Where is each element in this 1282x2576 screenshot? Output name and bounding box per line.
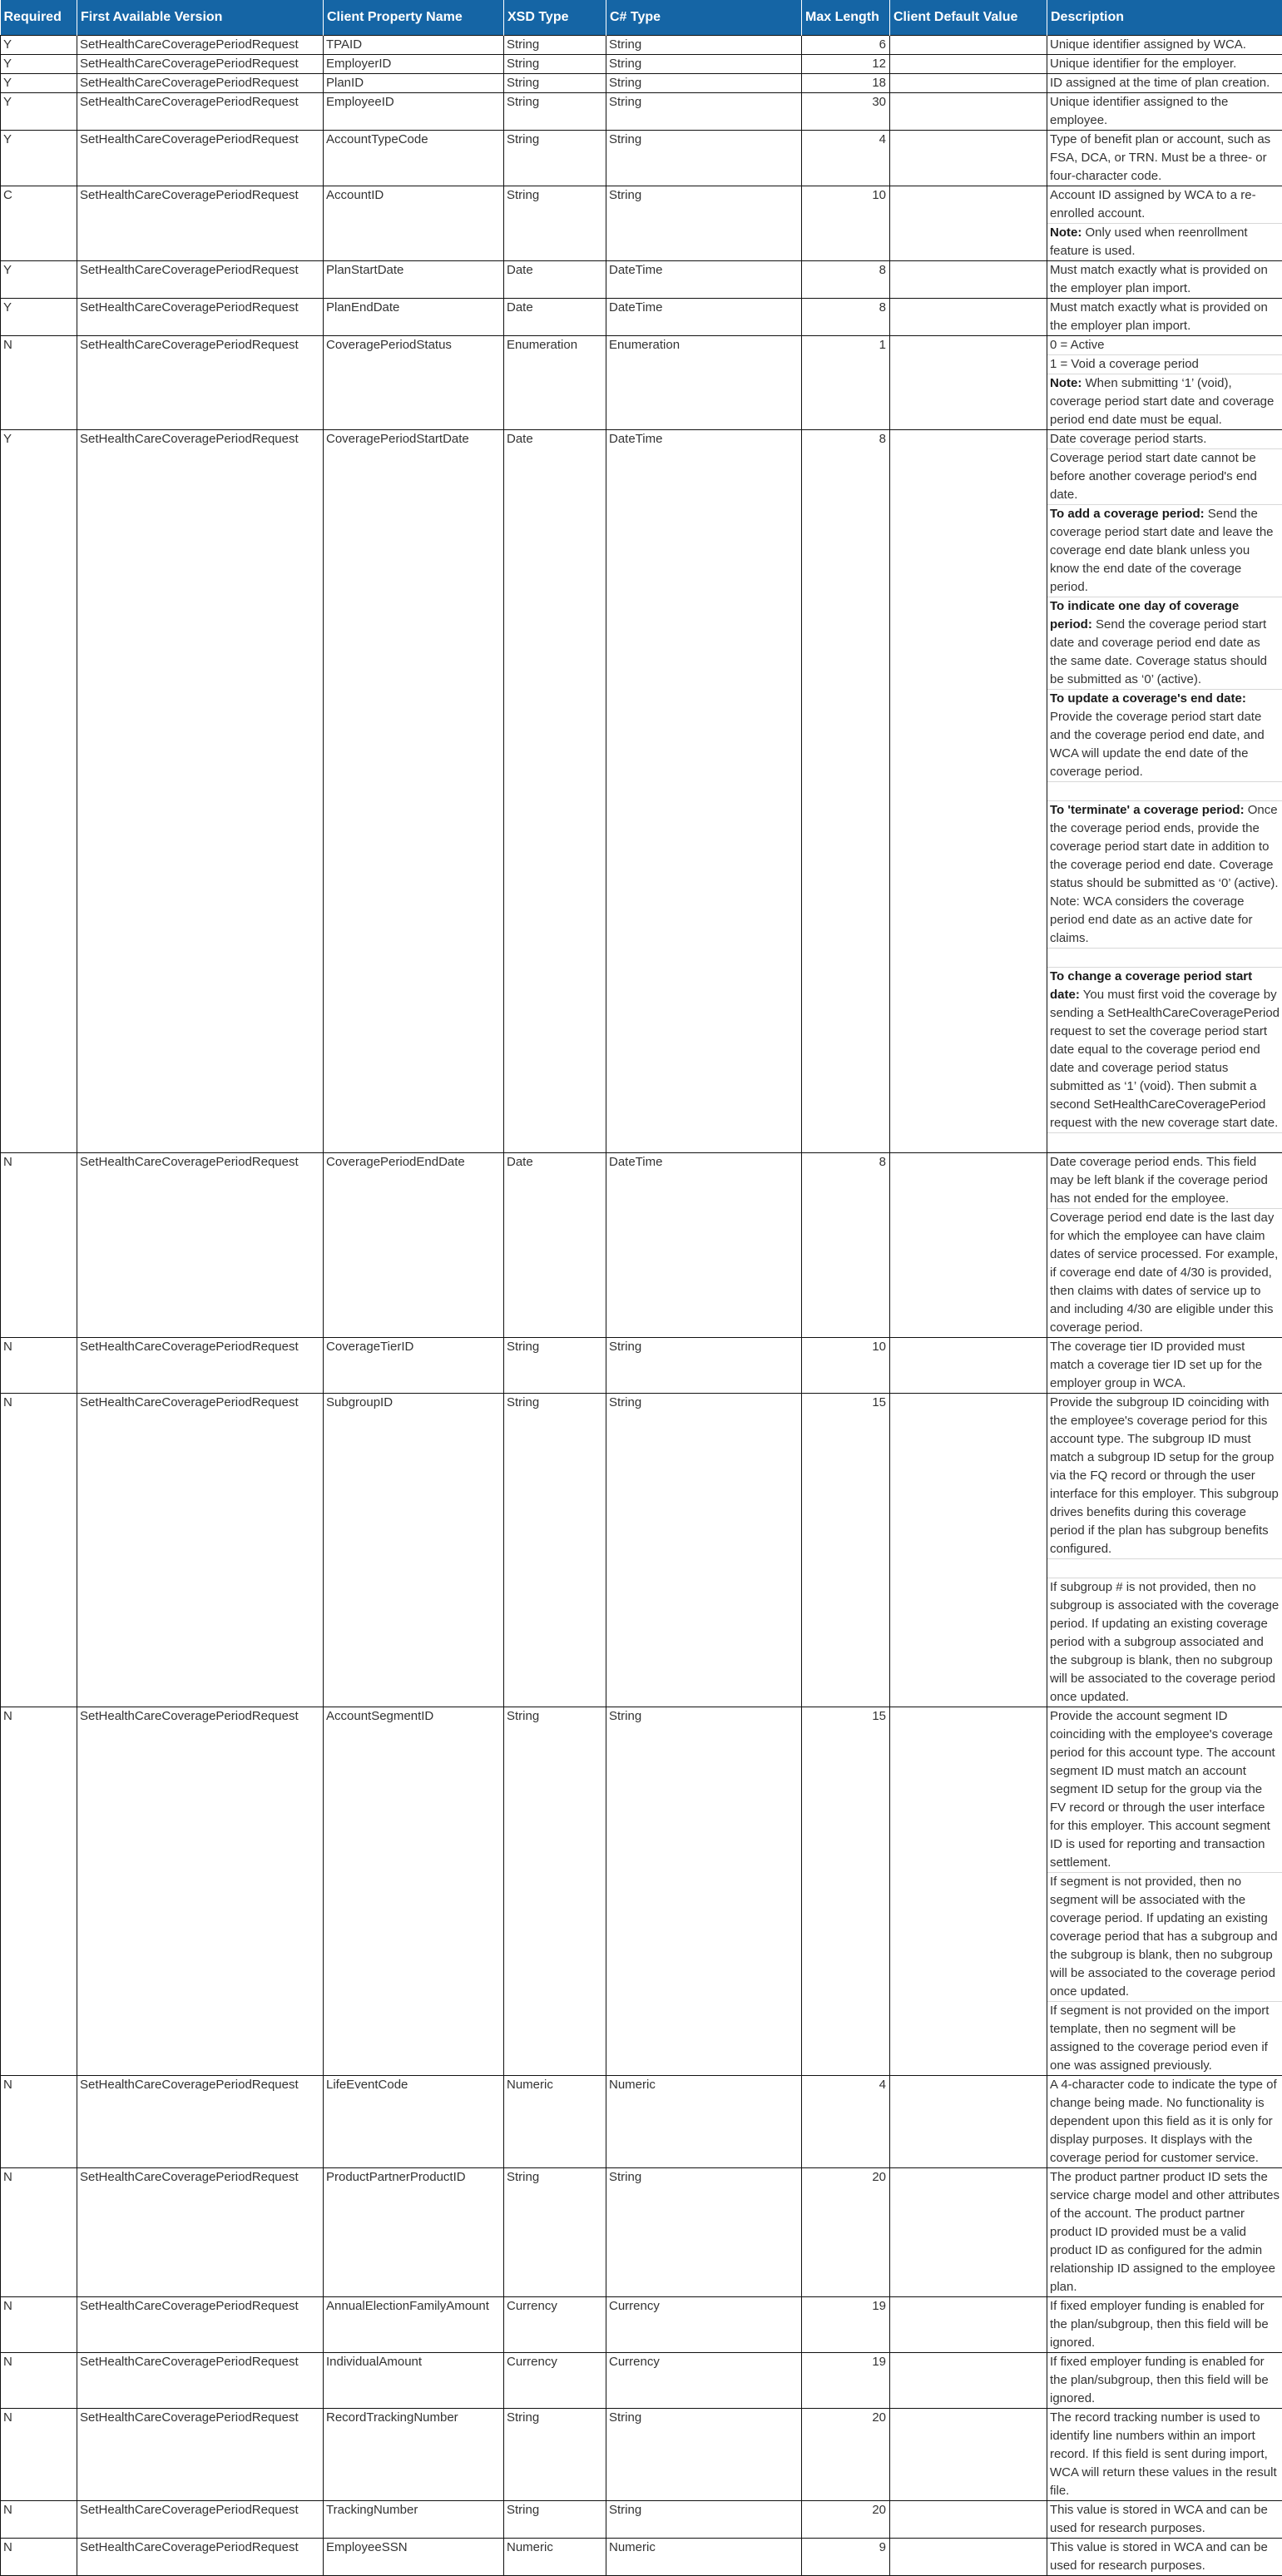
xsd-type-header: XSD Type (504, 0, 606, 36)
client-property-name-cell: RecordTrackingNumber (324, 2409, 504, 2501)
description-emphasis: To add a coverage period: (1050, 507, 1205, 521)
table-row (1, 2168, 1282, 2297)
max-length-cell: 1 (802, 336, 890, 430)
client-default-value-cell (890, 2168, 1047, 2297)
max-length-cell: 8 (802, 261, 890, 299)
table-row (1, 336, 1282, 430)
description-paragraph (1047, 299, 1282, 335)
first-available-version-cell: SetHealthCareCoveragePeriodRequest (77, 1394, 324, 1707)
cs-type-cell: DateTime (606, 430, 802, 1153)
description-cell (1047, 261, 1282, 299)
description-text: Send the coverage period start date and coverage period end date as the same date. Coverage status should be submitted as ‘0’ (active). (1050, 617, 1267, 686)
description-text: Provide the coverage period start date and the coverage period end date, and WCA will update the end date of the coverage period. (1050, 710, 1265, 779)
xsd-type-cell: String (504, 1338, 606, 1394)
max-length-cell: 19 (802, 2297, 890, 2353)
description-paragraph (1047, 1338, 1282, 1393)
max-length-cell: 30 (802, 93, 890, 131)
max-length-cell: 15 (802, 1707, 890, 2076)
description-cell (1047, 55, 1282, 74)
max-length-cell: 12 (802, 55, 890, 74)
client-default-value-cell (890, 336, 1047, 430)
client-default-value-cell (890, 2076, 1047, 2168)
description-text: Once the coverage period ends, provide the coverage period start date in addition to the coverage period end date. Coverage status should be submitted as ‘0’ (active). Note: WCA considers the coverage period end date as an active date for claims. (1050, 803, 1279, 945)
description-paragraph (1047, 355, 1282, 374)
cs-type-cell: String (606, 1707, 802, 2076)
description-spacer (1047, 1559, 1282, 1578)
cs-type-cell: Currency (606, 2353, 802, 2409)
description-text: Unique identifier assigned by WCA. (1050, 37, 1246, 52)
description-text: Must match exactly what is provided on the employer plan import. (1050, 263, 1268, 295)
required-cell: N (1, 1394, 77, 1707)
description-cell (1047, 299, 1282, 336)
table-row (1, 2297, 1282, 2353)
client-property-name-cell: PlanID (324, 74, 504, 93)
table-row (1, 1707, 1282, 2076)
description-paragraph (1047, 2409, 1282, 2500)
required-cell: N (1, 2076, 77, 2168)
description-emphasis: To 'terminate' a coverage period: (1050, 803, 1245, 817)
table-row (1, 2076, 1282, 2168)
description-paragraph (1047, 597, 1282, 690)
max-length-cell: 15 (802, 1394, 890, 1707)
client-default-value-cell (890, 131, 1047, 186)
xsd-type-cell: Date (504, 430, 606, 1153)
description-paragraph (1047, 224, 1282, 260)
first-available-version-cell: SetHealthCareCoveragePeriodRequest (77, 55, 324, 74)
xsd-type-cell: Date (504, 299, 606, 336)
description-cell (1047, 74, 1282, 93)
description-text: You must first void the coverage by sending a SetHealthCareCoveragePeriod request to set the coverage period start date equal to the coverage period end date and coverage period status submitted as ‘1’ (void). Then submit a second SetHealthCareCoveragePeriod request with the new coverage start date. (1050, 988, 1280, 1130)
cs-type-cell: Enumeration (606, 336, 802, 430)
client-property-name-cell: SubgroupID (324, 1394, 504, 1707)
description-paragraph (1047, 261, 1282, 298)
client-property-name-cell: EmployerID (324, 55, 504, 74)
description-cell (1047, 430, 1282, 1153)
description-paragraph (1047, 74, 1282, 92)
xsd-type-cell: Enumeration (504, 336, 606, 430)
cs-type-cell: String (606, 93, 802, 131)
max-length-cell: 18 (802, 74, 890, 93)
max-length-cell: 8 (802, 299, 890, 336)
required-cell: N (1, 2539, 77, 2576)
xsd-type-cell: String (504, 1707, 606, 2076)
required-cell: Y (1, 261, 77, 299)
description-text: The product partner product ID sets the service charge model and other attributes of the account. The product partner product ID provided must be a valid product ID as configured for the admin relationship ID assigned to the employee plan. (1050, 2170, 1280, 2294)
description-text: Account ID assigned by WCA to a re-enrolled account. (1050, 188, 1256, 220)
description-emphasis: To update a coverage's end date: (1050, 691, 1246, 706)
table-row (1, 2353, 1282, 2409)
cs-type-cell: Currency (606, 2297, 802, 2353)
description-paragraph (1047, 93, 1282, 130)
description-cell (1047, 36, 1282, 55)
description-paragraph (1047, 2353, 1282, 2408)
first-available-version-cell: SetHealthCareCoveragePeriodRequest (77, 299, 324, 336)
client-default-value-cell (890, 93, 1047, 131)
client-default-value-cell (890, 74, 1047, 93)
description-paragraph (1047, 449, 1282, 505)
description-text: If segment is not provided on the import template, then no segment will be assigned to the coverage period even if one was assigned previously. (1050, 2004, 1269, 2073)
xsd-type-cell: String (504, 2168, 606, 2297)
description-paragraph (1047, 2168, 1282, 2296)
description-spacer (1047, 782, 1282, 801)
required-cell: N (1, 1338, 77, 1394)
description-text: Provide the account segment ID coinciding with the employee's coverage period for this account type. The account segment ID must match an account segment ID setup for the group via the FV record or through the user interface for this employer. This account segment ID is used for reporting and transaction settlement. (1050, 1709, 1275, 1870)
required-cell: N (1, 2168, 77, 2297)
description-cell (1047, 2409, 1282, 2501)
description-paragraph (1047, 336, 1282, 355)
client-default-value-cell (890, 36, 1047, 55)
description-paragraph (1047, 2297, 1282, 2352)
first-available-version-header: First Available Version (77, 0, 324, 36)
first-available-version-cell: SetHealthCareCoveragePeriodRequest (77, 131, 324, 186)
table-row (1, 1394, 1282, 1707)
description-cell (1047, 2168, 1282, 2297)
description-spacer (1047, 949, 1282, 968)
description-text: Coverage period end date is the last day for which the employee can have claim dates of service processed. For example, if coverage end date of 4/30 is provided, then claims with dates of service up to and including 4/30 are eligible under this coverage period. (1050, 1211, 1278, 1335)
description-paragraph (1047, 968, 1282, 1133)
first-available-version-cell: SetHealthCareCoveragePeriodRequest (77, 36, 324, 55)
required-cell: N (1, 2409, 77, 2501)
max-length-cell: 8 (802, 1153, 890, 1338)
cs-type-cell: DateTime (606, 261, 802, 299)
client-default-value-cell (890, 2539, 1047, 2576)
table-header (1, 0, 1282, 36)
description-paragraph (1047, 131, 1282, 186)
table-row (1, 1338, 1282, 1394)
client-property-name-cell: EmployeeID (324, 93, 504, 131)
table-row (1, 186, 1282, 261)
xsd-type-cell: Numeric (504, 2076, 606, 2168)
client-default-value-cell (890, 2409, 1047, 2501)
xsd-type-cell: String (504, 93, 606, 131)
description-text: This value is stored in WCA and can be used for research purposes. (1050, 2540, 1268, 2573)
description-text: If segment is not provided, then no segment will be associated with the coverage period. If updating an existing coverage period that has a subgroup and the subgroup is blank, then no subgroup will be associated to the coverage period once updated. (1050, 1875, 1278, 1999)
max-length-cell: 10 (802, 186, 890, 261)
description-text: Type of benefit plan or account, such as FSA, DCA, or TRN. Must be a three- or four-character code. (1050, 132, 1270, 183)
client-property-name-cell: AccountID (324, 186, 504, 261)
header-row (1, 0, 1282, 36)
description-paragraph (1047, 2002, 1282, 2075)
max-length-cell: 19 (802, 2353, 890, 2409)
description-cell (1047, 2353, 1282, 2409)
first-available-version-cell: SetHealthCareCoveragePeriodRequest (77, 1338, 324, 1394)
client-default-value-cell (890, 2297, 1047, 2353)
client-property-name-cell: ProductPartnerProductID (324, 2168, 504, 2297)
xsd-type-cell: String (504, 2409, 606, 2501)
cs-type-cell: String (606, 2501, 802, 2539)
first-available-version-cell: SetHealthCareCoveragePeriodRequest (77, 1153, 324, 1338)
xsd-type-cell: String (504, 186, 606, 261)
description-paragraph (1047, 1873, 1282, 2002)
client-default-value-cell (890, 55, 1047, 74)
description-header: Description (1047, 0, 1282, 36)
client-default-value-cell (890, 299, 1047, 336)
client-property-name-cell: LifeEventCode (324, 2076, 504, 2168)
table-row (1, 2409, 1282, 2501)
xsd-type-cell: Currency (504, 2297, 606, 2353)
max-length-cell: 10 (802, 1338, 890, 1394)
client-default-value-cell (890, 1394, 1047, 1707)
cs-type-cell: String (606, 131, 802, 186)
client-default-value-cell (890, 1338, 1047, 1394)
client-property-name-cell: CoveragePeriodEndDate (324, 1153, 504, 1338)
required-cell: N (1, 1153, 77, 1338)
table-row (1, 55, 1282, 74)
required-cell: Y (1, 93, 77, 131)
client-default-value-cell (890, 1707, 1047, 2076)
description-emphasis: Note: (1050, 376, 1082, 390)
cs-type-cell: String (606, 36, 802, 55)
cs-type-cell: String (606, 1338, 802, 1394)
max-length-cell: 20 (802, 2409, 890, 2501)
xsd-type-cell: Date (504, 261, 606, 299)
client-property-name-cell: CoveragePeriodStartDate (324, 430, 504, 1153)
max-length-cell: 9 (802, 2539, 890, 2576)
description-emphasis: Note: (1050, 225, 1082, 240)
description-cell (1047, 2076, 1282, 2168)
description-spacer (1047, 1133, 1282, 1152)
description-text: Date coverage period starts. (1050, 432, 1206, 446)
first-available-version-cell: SetHealthCareCoveragePeriodRequest (77, 2353, 324, 2409)
client-property-name-cell: IndividualAmount (324, 2353, 504, 2409)
cs-type-cell: String (606, 74, 802, 93)
required-cell: C (1, 186, 77, 261)
description-text: When submitting ‘1’ (void), coverage period start date and coverage period end date must be equal. (1050, 376, 1274, 427)
description-cell (1047, 1153, 1282, 1338)
description-paragraph (1047, 186, 1282, 224)
client-property-name-cell: CoveragePeriodStatus (324, 336, 504, 430)
description-paragraph (1047, 1707, 1282, 1873)
max-length-cell: 6 (802, 36, 890, 55)
xsd-type-cell: String (504, 1394, 606, 1707)
description-paragraph (1047, 1578, 1282, 1707)
first-available-version-cell: SetHealthCareCoveragePeriodRequest (77, 336, 324, 430)
cs-type-cell: String (606, 2409, 802, 2501)
description-text: Must match exactly what is provided on the employer plan import. (1050, 300, 1268, 333)
client-default-value-cell (890, 1153, 1047, 1338)
cs-type-cell: DateTime (606, 1153, 802, 1338)
max-length-header: Max Length (802, 0, 890, 36)
description-text: 1 = Void a coverage period (1050, 357, 1199, 371)
required-cell: Y (1, 74, 77, 93)
description-text: The coverage tier ID provided must match a coverage tier ID set up for the employer group in WCA. (1050, 1340, 1262, 1390)
xsd-type-cell: String (504, 2501, 606, 2539)
description-text: Send the coverage period start date and leave the coverage end date blank unless you know the end date of the coverage period. (1050, 507, 1274, 594)
client-property-name-cell: PlanStartDate (324, 261, 504, 299)
description-text: If fixed employer funding is enabled for the plan/subgroup, then this field will be ignored. (1050, 2355, 1269, 2405)
description-text: If subgroup # is not provided, then no subgroup is associated with the coverage period. If updating an existing coverage period with a subgroup associated and the subgroup is blank, then no subgroup will be associated to the coverage period once updated. (1050, 1580, 1279, 1704)
client-property-name-cell: EmployeeSSN (324, 2539, 504, 2576)
table-row (1, 1153, 1282, 1338)
description-text: The record tracking number is used to identify line numbers within an import record. If this field is sent during import, WCA will return these values in the result file. (1050, 2410, 1277, 2498)
required-cell: N (1, 2353, 77, 2409)
first-available-version-cell: SetHealthCareCoveragePeriodRequest (77, 74, 324, 93)
xsd-type-cell: String (504, 36, 606, 55)
required-cell: N (1, 1707, 77, 2076)
description-paragraph (1047, 1153, 1282, 1209)
client-default-value-cell (890, 261, 1047, 299)
table-body (1, 36, 1282, 2576)
client-property-name-cell: CoverageTierID (324, 1338, 504, 1394)
description-text: 0 = Active (1050, 338, 1104, 352)
required-cell: N (1, 2501, 77, 2539)
cs-type-header: C# Type (606, 0, 802, 36)
description-cell (1047, 1338, 1282, 1394)
cs-type-cell: String (606, 55, 802, 74)
cs-type-cell: Numeric (606, 2076, 802, 2168)
client-property-name-cell: TrackingNumber (324, 2501, 504, 2539)
description-text: Unique identifier for the employer. (1050, 57, 1236, 71)
description-text: Provide the subgroup ID coinciding with the employee's coverage period for this account type. The subgroup ID must match a subgroup ID setup for the group via the FQ record or through the user interface for this employer. This subgroup drives benefits during this coverage period if the plan has subgroup benefits configured. (1050, 1395, 1279, 1556)
xsd-type-cell: String (504, 131, 606, 186)
first-available-version-cell: SetHealthCareCoveragePeriodRequest (77, 430, 324, 1153)
description-paragraph (1047, 36, 1282, 54)
description-cell (1047, 336, 1282, 430)
table-row (1, 430, 1282, 1153)
description-text: This value is stored in WCA and can be used for research purposes. (1050, 2503, 1268, 2535)
description-text: Only used when reenrollment feature is used. (1050, 225, 1248, 258)
first-available-version-cell: SetHealthCareCoveragePeriodRequest (77, 2501, 324, 2539)
table-row (1, 261, 1282, 299)
description-text: Unique identifier assigned to the employee. (1050, 95, 1228, 127)
required-cell: N (1, 336, 77, 430)
description-paragraph (1047, 690, 1282, 782)
client-property-name-cell: PlanEndDate (324, 299, 504, 336)
first-available-version-cell: SetHealthCareCoveragePeriodRequest (77, 2409, 324, 2501)
description-text: Coverage period start date cannot be before another coverage period's end date. (1050, 451, 1257, 502)
client-property-name-cell: AccountSegmentID (324, 1707, 504, 2076)
description-paragraph (1047, 801, 1282, 949)
first-available-version-cell: SetHealthCareCoveragePeriodRequest (77, 2168, 324, 2297)
table-row (1, 299, 1282, 336)
description-cell (1047, 2297, 1282, 2353)
required-header: Required (1, 0, 77, 36)
xsd-type-cell: Numeric (504, 2539, 606, 2576)
client-default-value-cell (890, 186, 1047, 261)
max-length-cell: 8 (802, 430, 890, 1153)
xsd-type-cell: String (504, 74, 606, 93)
client-default-value-cell (890, 2353, 1047, 2409)
cs-type-cell: Numeric (606, 2539, 802, 2576)
table-row (1, 93, 1282, 131)
client-property-name-cell: AnnualElectionFamilyAmount (324, 2297, 504, 2353)
first-available-version-cell: SetHealthCareCoveragePeriodRequest (77, 93, 324, 131)
required-cell: Y (1, 430, 77, 1153)
max-length-cell: 20 (802, 2501, 890, 2539)
description-paragraph (1047, 430, 1282, 449)
first-available-version-cell: SetHealthCareCoveragePeriodRequest (77, 2297, 324, 2353)
required-cell: Y (1, 131, 77, 186)
first-available-version-cell: SetHealthCareCoveragePeriodRequest (77, 186, 324, 261)
description-cell (1047, 2501, 1282, 2539)
max-length-cell: 20 (802, 2168, 890, 2297)
client-default-value-cell (890, 430, 1047, 1153)
first-available-version-cell: SetHealthCareCoveragePeriodRequest (77, 1707, 324, 2076)
description-paragraph (1047, 55, 1282, 73)
client-default-value-cell (890, 2501, 1047, 2539)
cs-type-cell: String (606, 186, 802, 261)
table-row (1, 74, 1282, 93)
required-cell: Y (1, 299, 77, 336)
description-cell (1047, 2539, 1282, 2576)
description-text: A 4-character code to indicate the type of change being made. No functionality is dependent upon this field as it is only for display purposes. It displays with the coverage period for customer service. (1050, 2078, 1277, 2165)
first-available-version-cell: SetHealthCareCoveragePeriodRequest (77, 261, 324, 299)
description-cell (1047, 131, 1282, 186)
table-row (1, 36, 1282, 55)
client-property-name-cell: AccountTypeCode (324, 131, 504, 186)
first-available-version-cell: SetHealthCareCoveragePeriodRequest (77, 2539, 324, 2576)
xsd-type-cell: Date (504, 1153, 606, 1338)
description-paragraph (1047, 1394, 1282, 1559)
client-property-name-header: Client Property Name (324, 0, 504, 36)
required-cell: Y (1, 55, 77, 74)
description-cell (1047, 1707, 1282, 2076)
client-default-value-header: Client Default Value (890, 0, 1047, 36)
description-paragraph (1047, 505, 1282, 597)
cs-type-cell: String (606, 1394, 802, 1707)
table-row (1, 2501, 1282, 2539)
description-paragraph (1047, 2501, 1282, 2538)
required-cell: N (1, 2297, 77, 2353)
client-property-name-cell: TPAID (324, 36, 504, 55)
table-row (1, 131, 1282, 186)
cs-type-cell: String (606, 2168, 802, 2297)
required-cell: Y (1, 36, 77, 55)
description-text: ID assigned at the time of plan creation. (1050, 76, 1270, 90)
description-emphasis: To indicate one day of coverage period: (1050, 599, 1239, 632)
max-length-cell: 4 (802, 131, 890, 186)
description-paragraph (1047, 374, 1282, 429)
description-cell (1047, 186, 1282, 261)
xsd-type-cell: Currency (504, 2353, 606, 2409)
description-text: Date coverage period ends. This field may be left blank if the coverage period has not ended for the employee. (1050, 1155, 1268, 1206)
description-paragraph (1047, 2076, 1282, 2167)
description-emphasis: To change a coverage period start date: (1050, 969, 1252, 1002)
description-cell (1047, 93, 1282, 131)
description-paragraph (1047, 1209, 1282, 1337)
cs-type-cell: DateTime (606, 299, 802, 336)
description-text: If fixed employer funding is enabled for the plan/subgroup, then this field will be ignored. (1050, 2299, 1269, 2350)
max-length-cell: 4 (802, 2076, 890, 2168)
description-paragraph (1047, 2539, 1282, 2575)
first-available-version-cell: SetHealthCareCoveragePeriodRequest (77, 2076, 324, 2168)
xsd-type-cell: String (504, 55, 606, 74)
table-row (1, 2539, 1282, 2576)
description-cell (1047, 1394, 1282, 1707)
